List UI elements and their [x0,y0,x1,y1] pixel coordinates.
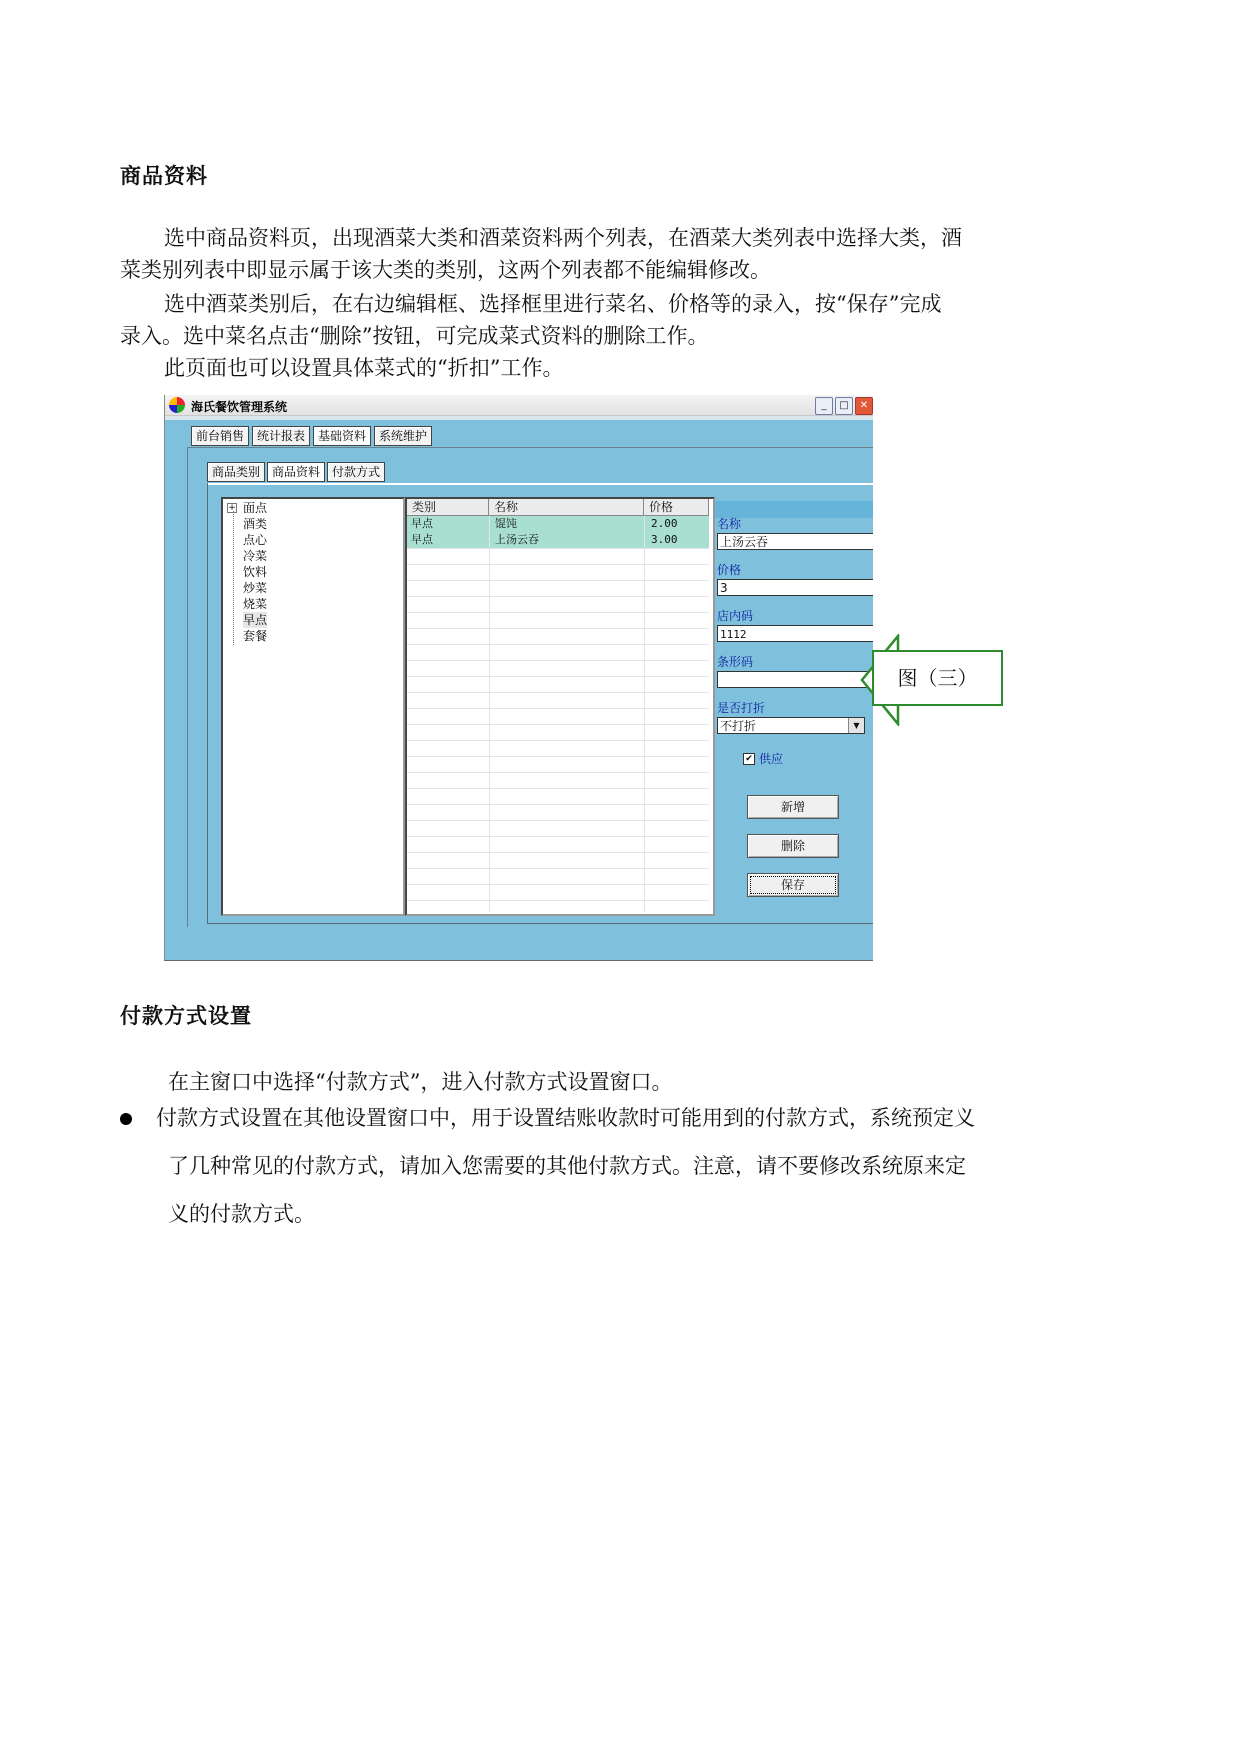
column-header-price[interactable]: 价格 [644,499,709,516]
table-cell: 早点 [411,533,433,546]
tree-item[interactable]: 烧菜 [243,597,268,611]
discount-select-value: 不打折 [720,719,757,733]
main-tab-bar [191,426,432,446]
tree-item[interactable]: 冷菜 [243,549,268,563]
tree-item[interactable]: 炒菜 [243,581,268,595]
tab-system-maintenance[interactable]: 系统维护 [374,426,432,446]
table-cell: 上汤云吞 [495,533,539,546]
barcode-field[interactable] [717,671,873,688]
paragraph-line: 了几种常见的付款方式，请加入您需要的其他付款方式。注意，请不要修改系统原来定 [168,1154,966,1178]
price-field[interactable]: 3 [717,579,873,596]
paragraph-line: 义的付款方式。 [168,1202,315,1226]
app-logo-icon [169,397,185,413]
tree-item-selected[interactable]: 早点 [243,613,268,627]
tab-front-sales[interactable]: 前台销售 [191,426,249,446]
paragraph-line: 付款方式设置在其他设置窗口中，用于设置结账收款时可能用到的付款方式，系统预定义 [156,1106,975,1130]
barcode-label: 条形码 [717,655,754,669]
save-button[interactable]: 保存 [747,873,839,897]
window-title: 海氏餐饮管理系统 [191,400,288,414]
table-cell: 2.00 [651,517,678,530]
minimize-icon[interactable]: _ [815,397,833,415]
paragraph-line: 菜类别列表中即显示属于该大类的类别，这两个列表都不能编辑修改。 [120,258,771,282]
column-header-name[interactable]: 名称 [489,499,644,516]
expand-icon[interactable]: + [228,503,236,513]
section-heading-product-info: 商品资料 [120,163,208,188]
store-code-label: 店内码 [717,609,754,623]
supply-checkbox[interactable]: ✔ [743,753,755,765]
bullet-icon [120,1113,132,1125]
dish-grid[interactable] [405,497,715,916]
table-cell: 3.00 [651,533,678,546]
tree-item[interactable]: 点心 [243,533,268,547]
chevron-down-icon[interactable]: ▼ [848,718,864,733]
tab-product-info[interactable]: 商品资料 [267,462,325,482]
tab-product-category[interactable]: 商品类别 [207,462,265,482]
tab-payment-method[interactable]: 付款方式 [327,462,385,482]
store-code-field[interactable]: 1112 [717,625,873,642]
tab-reports[interactable]: 统计报表 [252,426,310,446]
paragraph-line: 录入。选中菜名点击“删除”按钮，可完成菜式资料的删除工作。 [120,324,709,348]
figure-callout: 图（三） [872,650,1003,706]
paragraph-line: 在主窗口中选择“付款方式”，进入付款方式设置窗口。 [168,1070,673,1094]
supply-label: 供应 [759,752,784,766]
add-button[interactable]: 新增 [747,795,839,819]
category-tree[interactable] [221,497,405,916]
tree-item[interactable]: 酒类 [243,517,268,531]
name-field[interactable]: 上汤云吞 [717,533,873,550]
paragraph-line: 选中商品资料页，出现酒菜大类和酒菜资料两个列表，在酒菜大类列表中选择大类，酒 [164,226,962,250]
table-cell: 馄饨 [495,517,517,530]
sub-tab-bar [207,462,385,482]
tree-item[interactable]: 套餐 [243,629,268,643]
discount-label: 是否打折 [717,701,766,715]
tab-basic-data[interactable]: 基础资料 [313,426,371,446]
title-bar [165,395,873,416]
table-cell: 早点 [411,517,433,530]
maximize-icon[interactable]: □ [835,397,853,415]
tree-item[interactable]: 饮料 [243,565,268,579]
paragraph-line: 此页面也可以设置具体菜式的“折扣”工作。 [164,356,564,380]
section-heading-payment: 付款方式设置 [120,1003,252,1028]
delete-button[interactable]: 删除 [747,834,839,858]
close-icon[interactable]: ✕ [855,397,873,415]
paragraph-line: 选中酒菜类别后，在右边编辑框、选择框里进行菜名、价格等的录入，按“保存”完成 [164,292,942,316]
price-label: 价格 [717,563,742,577]
name-label: 名称 [717,517,742,531]
tree-root[interactable]: 面点 [243,501,268,515]
app-window-screenshot [164,395,873,961]
discount-select[interactable] [717,717,865,734]
column-header-category[interactable]: 类别 [407,499,489,516]
